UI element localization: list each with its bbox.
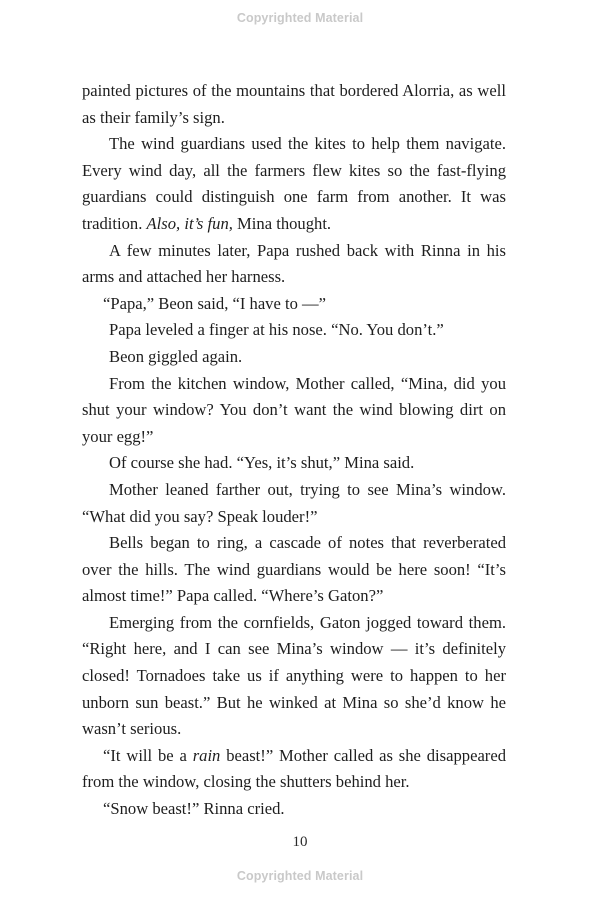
- paragraph: painted pictures of the mountains that bordered Alorria, as well as their family’s sign.: [82, 81, 506, 127]
- paragraph: From the kitchen window, Mother called, “Mina, did you shut your window? You don’t want the wind blowing dirt on your egg!”: [82, 373, 506, 446]
- copyright-watermark-top: Copyrighted Material: [236, 11, 364, 25]
- paragraph: Bells began to ring, a cascade of notes that reverberated over the hills. The wind guardians would be here soon! “It’s almost time!” Papa called. “Where’s Gaton?”: [82, 533, 506, 606]
- paragraph: “Papa,” Beon said, “I have to —”: [103, 293, 327, 313]
- paragraph: “Snow beast!” Rinna cried.: [103, 799, 285, 819]
- paragraph: A few minutes later, Papa rushed back with Rinna in his arms and attached her harness.: [82, 240, 506, 287]
- page-number: 10: [292, 834, 308, 850]
- paragraph: Papa leveled a finger at his nose. “No. You don’t.”: [109, 320, 444, 340]
- paragraph: Mother leaned farther out, trying to see Mina’s window. “What did you say? Speak louder!”: [82, 479, 506, 526]
- paragraph: Beon giggled again.: [109, 346, 243, 366]
- paragraph: The wind guardians used the kites to help them navigate. Every wind day, all the farmers flew kites so the fast-flying guardians could distinguish one farm from another. It was tradition. Also, it’s fun, Mina thought.: [82, 134, 506, 233]
- body-text: [82, 78, 506, 823]
- paragraph: Emerging from the cornfields, Gaton jogged toward them. “Right here, and I can see Mina’s window — it’s definitely closed! Tornadoes take us if anything were to happen to her unborn sun beast.” But he winked at Mina so she’d know he wasn’t serious.: [82, 612, 506, 739]
- paragraph: Of course she had. “Yes, it’s shut,” Mina said.: [109, 453, 415, 473]
- paragraph: “It will be a rain beast!” Mother called as she disappeared from the window, closing the shutters behind her.: [82, 745, 506, 792]
- copyright-watermark-bottom: Copyrighted Material: [236, 869, 364, 883]
